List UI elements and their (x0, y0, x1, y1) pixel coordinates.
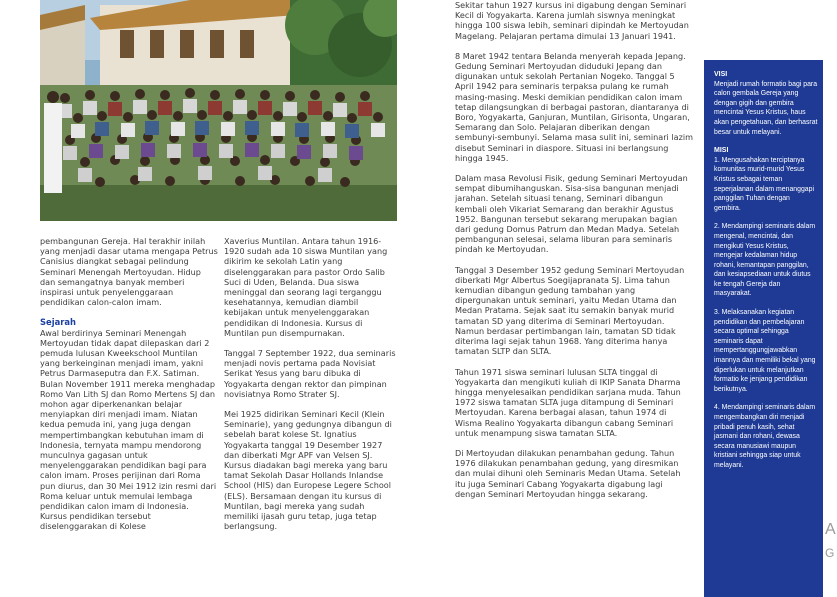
text-column-3 (455, 0, 693, 509)
misi-item-4: 4. Mendampingi seminaris dalam mengembangkan diri menjadi pribadi penuh kasih, sehat jasmani dan rohani, dewasa secara manusiawi maupun kristiani sehingga siap untuk melayani. (714, 404, 816, 469)
next-page-edge-letter-a: A (825, 521, 836, 538)
photo-illustration (40, 0, 397, 221)
misi-item-2: 2. Mendampingi seminaris dalam mengenal, mencintai, dan mengikuti Yesus Kristus, mengejar kedalaman hidup rohani, kemantapan panggilan, dan kesiapsediaan untuk diutus ke tengah Gereja dan masyarakat. (714, 223, 816, 298)
history-paragraph-4: Mei 1925 didirikan Seminari Kecil (Klein Seminarie), yang gedungnya dibangun di sebelah barat kolese St. Ignatius Yogyakarta tanggal 19 Desember 1927 dan diberkati Mgr APF van Velsen SJ. Kursus diadakan bagi mereka yang baru tamat Sekolah Dasar Hollands Inlandse School (HIS) dan Europese Legere School (ELS). Bersamaan dengan itu kursus di Muntilan, bagi mereka yang sudah memiliki ijasah guru tetap, juga tetap berlangsung. (224, 409, 392, 532)
text-column-2 (224, 236, 398, 541)
history-paragraph-1: Awal berdirinya Seminari Menengah Mertoyudan tidak dapat dilepaskan dari 2 pemuda lulusan Kweekschool Muntilan yang berkeinginan menjadi imam, yakni Petrus Darmaseputra dan F.X. Satiman. Bulan November 1911 mereka menghadap Romo Van Lith SJ dan Romo Mertens SJ dan mohon agar diperkenankan belajar menyiapkan diri menjadi imam. Niatan kedua pemuda ini, yang juga dengan mempertimbangkan kebutuhan imam di Indonesia, ternyata mampu mendorong munculnya gagasan untuk menyelenggarakan pendidikan bagi para calon imam. Proses perijinan dari Roma pun diurus, dan 30 Mei 1912 izin resmi dari Roma keluar untuk memulai lembaga pendidikan calon imam di Indonesia. Kursus pendidikan tersebut diselenggarakan di Kolese (40, 327, 217, 532)
history-paragraph-7: Dalam masa Revolusi Fisik, gedung Seminari Mertoyudan sempat dibumihanguskan. Sisa-sisa bangunan menjadi jarahan. Setelah situasi tenang, Seminari dibangun kembali oleh Vikariat Semarang dan berakhir Agustus 1952. Bangunan tersebut sekarang merupakan bagian dari gedung Domus Patrum dan Medan Madya. Setelah pembangunan selesai, selama liburan para seminaris pindah ke Mertoyudan. (455, 173, 688, 255)
sidebar-content (714, 70, 818, 480)
history-paragraph-3: Tanggal 7 September 1922, dua seminaris menjadi novis pertama pada Novisiat Serikat Yesus yang baru dibuka di Yogyakarta dengan rektor dan pimpinan novisiatnya Romo Strater SJ. (224, 348, 396, 399)
misi-title: MISI (714, 147, 729, 155)
history-paragraph-6: 8 Maret 1942 tentara Belanda menyerah kepada Jepang. Gedung Seminari Mertoyudan diduduki Jepang dan digunakan untuk sekolah Pertanian Nogeko. Tanggal 5 April 1942 para seminaris terpaksa pulang ke rumah masing-masing. Meski demikian pendidikan calon imam tetap dilangsungkan di berbagai pastoran, diantaranya di Boro, Yogyakarta, Ganjuran, Muntilan, Girisonta, Ungaran, Semarang dan Solo. Pelajaran diberikan dengan sembunyi-sembunyi. Selama masa sulit ini, seminari lazim disebut Seminari in diaspore. Situasi ini berlangsung hingga 1945. (455, 50, 693, 163)
visi-title: VISI (714, 71, 728, 78)
misi-item-1: 1. Mengusahakan terciptanya komunitas murid-murid Yesus Kristus sebagai teman seperjalanan dalam menanggapi panggilan Tuhan dengan gembira. (714, 156, 814, 212)
history-paragraph-9: Tahun 1971 siswa seminari lulusan SLTA tinggal di Yogyakarta dan mengikuti kuliah di IKIP Sanata Dharma hingga menyelesaikan pendidikan sarjana muda. Tahun 1972 siswa tamatan SLTA juga ditampung di Seminari Mertoyudan. Karena berbagai alasan, tahun 1974 di Wisma Realino Yogyakarta dibangun cabang Seminari untuk menampung siswa tamatan SLTA. (455, 366, 681, 438)
intro-paragraph: pembangunan Gereja. Hal terakhir inilah yang menjadi dasar utama mengapa Petrus Canisius diangkat sebagai pelindung Seminari Menengah Mertoyudan. Hidup dan semangatnya banyak memberi inspirasi untuk penyelenggaraan pendidikan calon-calon imam. (40, 236, 218, 308)
history-paragraph-2: Xaverius Muntilan. Antara tahun 1916-1920 sudah ada 10 siswa Muntilan yang dikirim ke sekolah Latin yang diselenggarakan para pastor Ordo Salib Suci di Uden, Belanda. Dua siswa meninggal dan seorang lagi terganggu kesehatannya, kemudian diambil kebijakan untuk menyelenggarakan pendidikan di Indonesia. Kursus di Muntilan pun disempurnakan. (224, 236, 388, 338)
history-paragraph-10: Di Mertoyudan dilakukan penambahan gedung. Tahun 1976 dilakukan penambahan gedung, yang diresmikan dan mulai dihuni oleh Seminaris Medan Utama. Setelah itu juga Seminari Cabang Yogyakarta digabung lagi dengan Seminari Mertoyudan hingga sekarang. (455, 447, 681, 499)
visi-text: Menjadi rumah formatio bagi para calon gembala Gereja yang dengan gigih dan gembira mencintai Yesus Kristus, haus akan pengetahuan, dan berhasrat besar untuk melayani. (714, 80, 818, 136)
visi-misi-sidebar (704, 60, 823, 597)
section-heading-sejarah: Sejarah (40, 317, 76, 328)
seminary-group-photo (40, 0, 397, 221)
history-paragraph-8: Tanggal 3 Desember 1952 gedung Seminari Mertoyudan diberkati Mgr Albertus Soegijapranata SJ. Lima tahun kemudian dibangun gedung tambahan yang dipergunakan untuk seminari, yaitu Medan Utama dan Medan Pratama. Sejak saat itu semakin banyak murid tamatan SD yang diterima di Seminari Mertoyudan. Namun berdasar pertimbangan lain, tamatan SD tidak diterima lagi sejak tahun 1968. Yang diterima hanya tamatan SLTP dan SLTA. (455, 264, 685, 357)
text-column-1 (40, 236, 218, 542)
misi-item-3: 3. Melaksanakan kegiatan pendidikan dan pembelajaran secara optimal sehingga seminaris dapat mempertanggungjawabkan imannya dan memiliki bekal yang diperlukan untuk melanjutkan formatio ke jenjang pendidikan berikutnya. (714, 309, 816, 393)
next-page-edge-letter-g: G (825, 546, 835, 560)
history-paragraph-5: Sekitar tahun 1927 kursus ini digabung dengan Seminari Kecil di Yogyakarta. Karena jumlah siswnya meningkat hingga 100 siswa lebih, seminari dipindah ke Mertoyudan Magelang. Pelajaran pertama dimulai 13 Januari 1941. (455, 0, 689, 41)
